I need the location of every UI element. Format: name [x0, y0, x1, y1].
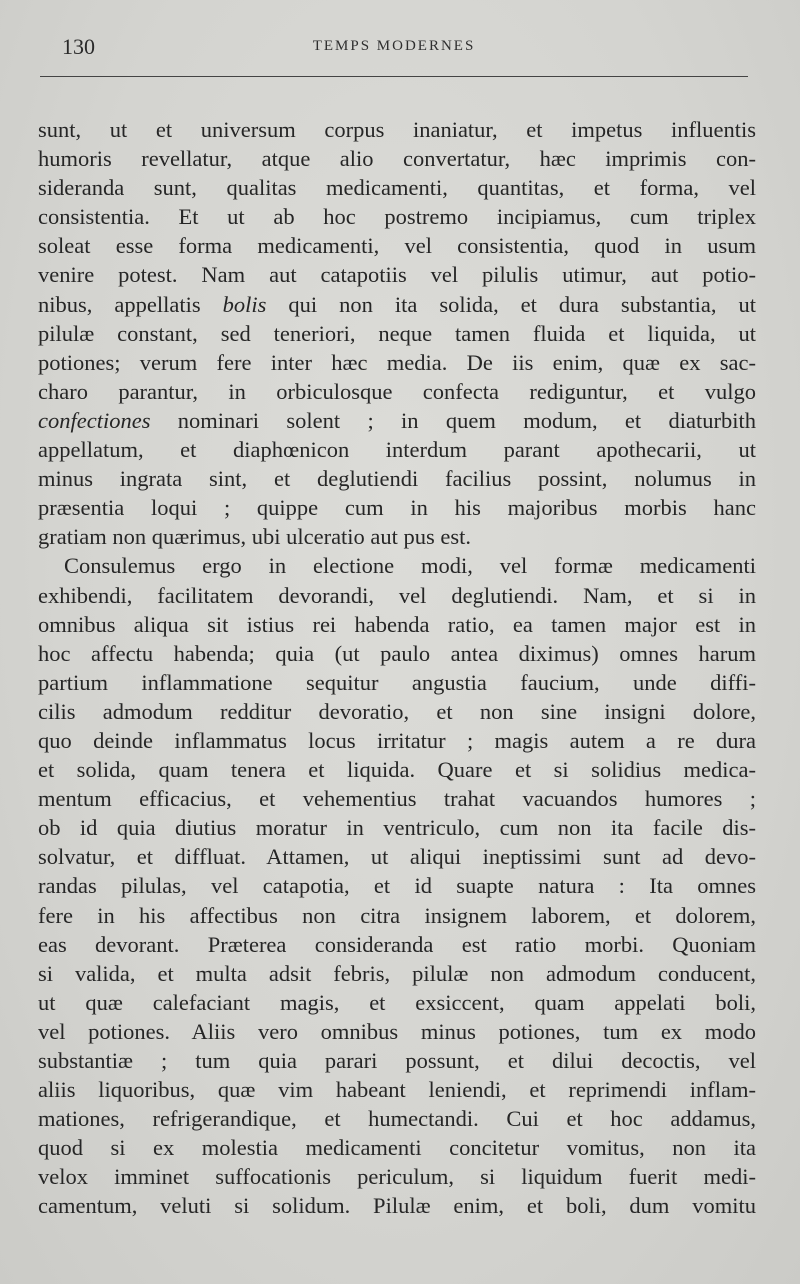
text-line [38, 1017, 756, 1046]
text-line [38, 639, 756, 668]
text-segment: randas pilulas, vel catapotia, et id suapte natura : Ita omnes [38, 873, 756, 899]
text-line [38, 930, 756, 959]
text-segment: pilulæ constant, sed teneriori, neque tamen fluida et liquida, ut [38, 320, 756, 346]
text-segment: fere in his affectibus non citra insignem laborem, et dolorem, [38, 902, 756, 928]
text-line [38, 260, 756, 289]
italic-term: bolis [222, 291, 267, 317]
text-line [38, 377, 756, 406]
text-segment: charo parantur, in orbiculosque confecta rediguntur, et vulgo [38, 378, 756, 404]
text-segment: qui non ita solida, et dura substantia, ut [266, 291, 756, 317]
text-line [38, 202, 756, 231]
text-segment: omnibus aliqua sit istius rei habenda ratio, ea tamen major est in [38, 611, 756, 637]
text-segment: exhibendi, facilitatem devorandi, vel deglutiendi. Nam, et si in [38, 582, 756, 608]
text-line [38, 668, 756, 697]
text-line [38, 406, 756, 435]
text-segment: gratiam non quærimus, ubi ulceratio aut pus est. [38, 524, 472, 550]
text-segment: potiones; verum fere inter hæc media. De iis enim, quæ ex sac- [38, 349, 756, 375]
text-line [38, 522, 756, 551]
text-line [38, 755, 756, 784]
text-line [38, 901, 756, 930]
text-line [38, 464, 756, 493]
text-line [38, 1133, 756, 1162]
text-segment: camentum, veluti si solidum. Pilulæ enim, et boli, dum vomitu [38, 1193, 756, 1219]
text-line [38, 1104, 756, 1133]
header-rule [40, 76, 748, 77]
text-line [38, 959, 756, 988]
text-line [38, 551, 756, 580]
text-line [38, 231, 756, 260]
text-line [38, 726, 756, 755]
text-line [38, 290, 756, 319]
text-segment: eas devorant. Præterea consideranda est ratio morbi. Quoniam [38, 931, 756, 957]
text-line [38, 610, 756, 639]
text-line [38, 1162, 756, 1191]
text-line [38, 144, 756, 173]
running-head: TEMPS MODERNES [312, 38, 476, 54]
text-segment: partium inflammatione sequitur angustia faucium, unde diffi- [38, 669, 756, 695]
text-line [38, 988, 756, 1017]
text-line [38, 319, 756, 348]
text-line [38, 581, 756, 610]
text-segment: minus ingrata sint, et deglutiendi facilius possint, nolumus in [38, 466, 756, 492]
text-segment: soleat esse forma medicamenti, vel consistentia, quod in usum [38, 233, 756, 259]
text-line [38, 784, 756, 813]
text-segment: aliis liquoribus, quæ vim habeant leniendi, et reprimendi inflam- [38, 1077, 756, 1103]
text-line [38, 173, 756, 202]
text-line [38, 813, 756, 842]
text-segment: ob id quia diutius moratur in ventriculo, cum non ita facile dis- [38, 815, 756, 841]
text-segment: nibus, appellatis [38, 291, 223, 317]
text-segment: ut quæ calefaciant magis, et exsiccent, quam appelati boli, [38, 989, 756, 1015]
text-segment: mationes, refrigerandique, et humectandi. Cui et hoc addamus, [38, 1106, 756, 1132]
text-segment: Consulemus ergo in electione modi, vel formæ medicamenti [64, 553, 756, 579]
text-segment: substantiæ ; tum quia parari possunt, et dilui decoctis, vel [38, 1048, 756, 1073]
text-segment: hoc affectu habenda; quia (ut paulo antea diximus) omnes harum [38, 640, 756, 666]
text-segment: mentum efficacius, et vehementius trahat vacuandos humores ; [38, 786, 756, 812]
text-segment: consistentia. Et ut ab hoc postremo incipiamus, cum triplex [38, 204, 756, 230]
text-line [38, 348, 756, 377]
page-number: 130 [62, 34, 95, 59]
text-segment: cilis admodum redditur devoratio, et non sine insigni dolore, [38, 698, 756, 724]
text-segment: appellatum, et diaphœnicon interdum parant apothecarii, ut [38, 437, 756, 463]
text-line [38, 435, 756, 464]
text-line [38, 697, 756, 726]
text-segment: quo deinde inflammatus locus irritatur ; magis autem a re dura [38, 727, 756, 753]
text-segment: sunt, ut et universum corpus inaniatur, et impetus influentis [38, 117, 756, 142]
text-segment: præsentia loqui ; quippe cum in his majoribus morbis hanc [38, 495, 756, 521]
text-line [38, 493, 756, 522]
text-line [38, 1075, 756, 1104]
text-segment: nominari solent ; in quem modum, et diaturbith [150, 407, 756, 433]
page-header [40, 34, 748, 60]
text-segment: humoris revellatur, atque alio convertatur, hæc imprimis con- [38, 146, 756, 172]
text-line [38, 842, 756, 871]
text-segment: et solida, quam tenera et liquida. Quare et si solidius medica- [38, 757, 756, 783]
text-segment: sideranda sunt, qualitas medicamenti, quantitas, et forma, vel [38, 175, 756, 201]
text-line [38, 115, 756, 144]
body-text [38, 115, 756, 1221]
text-line [38, 1046, 756, 1075]
text-segment: venire potest. Nam aut catapotiis vel pilulis utimur, aut potio- [38, 262, 756, 288]
text-line [38, 1191, 756, 1220]
text-segment: si valida, et multa adsit febris, pilulæ non admodum conducent, [38, 960, 756, 986]
text-segment: quod si ex molestia medicamenti concitetur vomitus, non ita [38, 1135, 756, 1161]
text-segment: velox imminet suffocationis periculum, si liquidum fuerit medi- [38, 1164, 756, 1190]
italic-term: confectiones [38, 407, 151, 433]
text-line [38, 871, 756, 900]
text-segment: solvatur, et diffluat. Attamen, ut aliqui ineptissimi sunt ad devo- [38, 844, 756, 870]
text-segment: vel potiones. Aliis vero omnibus minus potiones, tum ex modo [38, 1018, 756, 1044]
